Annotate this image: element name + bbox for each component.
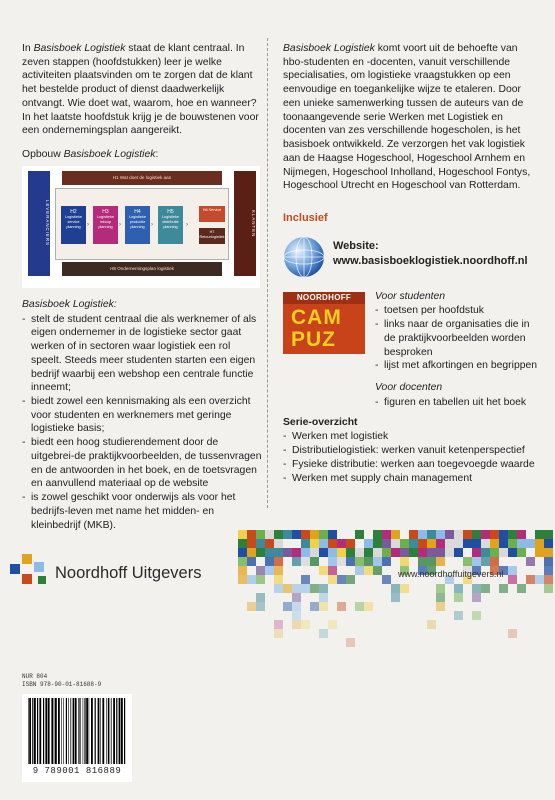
- diagram-chapter-5: H5 Logistieke distributie planning: [158, 206, 183, 244]
- diagram-chapter-8: H8 Ondernemingsplan logistiek: [62, 262, 222, 276]
- campus-block: [283, 292, 541, 410]
- list-item: - Werken met logistiek: [283, 430, 541, 444]
- features-heading: Basisboek Logistiek:: [22, 298, 117, 310]
- list-item: - stelt de student centraal die als werknemer of als eigen ondernemer in de logistieke sector gaat werken of in sectoren waar logistiek een rol speelt. Steeds meer studenten starten een eigen bedrijf waarbij een webshop een centrale functie inneemt;: [22, 313, 262, 395]
- barcode-digits: 9 789001 816889: [32, 766, 122, 776]
- left-column: [22, 42, 262, 532]
- diagram-customers-bar: KLANTEN: [234, 171, 256, 276]
- list-item: - Werken met supply chain management: [283, 472, 541, 486]
- isbn-text: ISBN 978-90-01-81688-9: [22, 680, 102, 688]
- right-intro-paragraph: Basisboek Logistiek komt voort uit de behoefte van hbo-studenten en -docenten, vanuit verschillende specialisaties, om logistieke vraagstukken op een eenvoudige en toegankelijke wijze te etaleren. Door een unieke samenwerking tussen de auteurs van de toonaangevende serie Werken met Logistiek en docenten van zes verschillende hogescholen, is het basisboek ontwikkeld. Ze verzorgen het vak logistiek aan de Haagse Hogeschool, Hogeschool Arnhem en Nijmegen, Hogeschool Inholland, Hogeschool Fontys, Hogeschool Utrecht en Hogeschool van Rotterdam.: [283, 43, 531, 192]
- column-divider: [267, 38, 268, 508]
- list-item: - Fysieke distributie: werken aan toegevoegde waarde: [283, 458, 541, 472]
- list-item: - biedt een hoog studierendement door de uitgebrei-de praktijkvoorbeelden, de tussenvragen en de antwoorden in het boek, en de toetsvragen en aanvullend materiaal op de website: [22, 436, 262, 491]
- diagram-title: Opbouw Basisboek Logistiek:: [22, 149, 159, 161]
- decorative-mosaic: [238, 530, 555, 652]
- inclusief-heading: Inclusief: [283, 212, 328, 225]
- website-text: [333, 239, 528, 269]
- list-item: - figuren en tabellen uit het boek: [375, 396, 541, 410]
- list-item: - is zowel geschikt voor onderwijs als voor het bedrijfs-leven met name het midden- en kleinbedrijf (MKB).: [22, 491, 262, 532]
- students-heading: Voor studenten: [375, 290, 446, 302]
- nur-code: NUR 804: [22, 673, 48, 680]
- diagram-chapter-3: H3 Logistieke inkoop planning: [93, 206, 118, 244]
- diagram-chapter-4: H4 Logistieke productie planning: [125, 206, 150, 244]
- diagram-chapter-2: H2 Logistieke service planning: [61, 206, 86, 244]
- arrow-icon: ›: [186, 221, 188, 228]
- diagram-suppliers-bar: LEVERANCIERS: [28, 171, 50, 276]
- arrow-icon: ›: [119, 221, 121, 228]
- diagram-chapter-6: H6 Service: [199, 206, 225, 222]
- teachers-heading: Voor docenten: [375, 382, 443, 393]
- features-list: [22, 313, 262, 533]
- campus-content-list: [375, 290, 541, 410]
- diagram-chapter-1: H1 Wat doet de logistiek aan: [62, 171, 222, 185]
- publisher-name: Noordhoff Uitgevers: [55, 564, 202, 582]
- globe-icon: [283, 236, 325, 278]
- list-item: - lijst met afkortingen en begrippen: [375, 359, 541, 373]
- diagram-chapter-7: H7 Retourlogistiek: [199, 228, 225, 244]
- noordhoff-campus-logo: NOORDHOFF CAM PUZ: [283, 292, 365, 354]
- barcode: [22, 694, 132, 782]
- intro-paragraph: In Basisboek Logistiek staat de klant centraal. In zeven stappen (hoofdstukken) leer je welke activiteiten plaatsvinden om te zorgen dat de klant het bestelde product of dienst daadwerkelijk ontvangt. Wie doet wat, waarom, hoe en wanneer? In het laatste hoofdstuk krijg je de bouwstenen voor een ondernemingsplan aangereikt.: [22, 43, 259, 137]
- series-list: [283, 430, 541, 485]
- arrow-icon: ›: [87, 221, 89, 228]
- list-item: - biedt zowel een kennismaking als een overzicht voor studenten en werknemers met geringe logistieke basis;: [22, 395, 262, 436]
- website-url[interactable]: www.basisboeklogistiek.noordhoff.nl: [333, 254, 528, 267]
- list-item: - toetsen per hoofdstuk: [375, 304, 541, 318]
- list-item: - links naar de organisaties die in de praktijkvoorbeelden worden besproken: [375, 318, 541, 359]
- website-block: [283, 236, 541, 278]
- barcode-block: [22, 673, 132, 782]
- right-column: [283, 42, 541, 485]
- series-heading: Serie-overzicht: [283, 416, 358, 428]
- arrow-icon: ›: [151, 221, 153, 228]
- website-label: Website:: [333, 239, 379, 252]
- barcode-bars: [28, 698, 126, 764]
- book-structure-diagram: [22, 166, 260, 288]
- list-item: - Distributielogistiek: werken vanuit ketenperspectief: [283, 444, 541, 458]
- publisher-url[interactable]: www.noordhoffuitgevers.nl: [398, 569, 504, 579]
